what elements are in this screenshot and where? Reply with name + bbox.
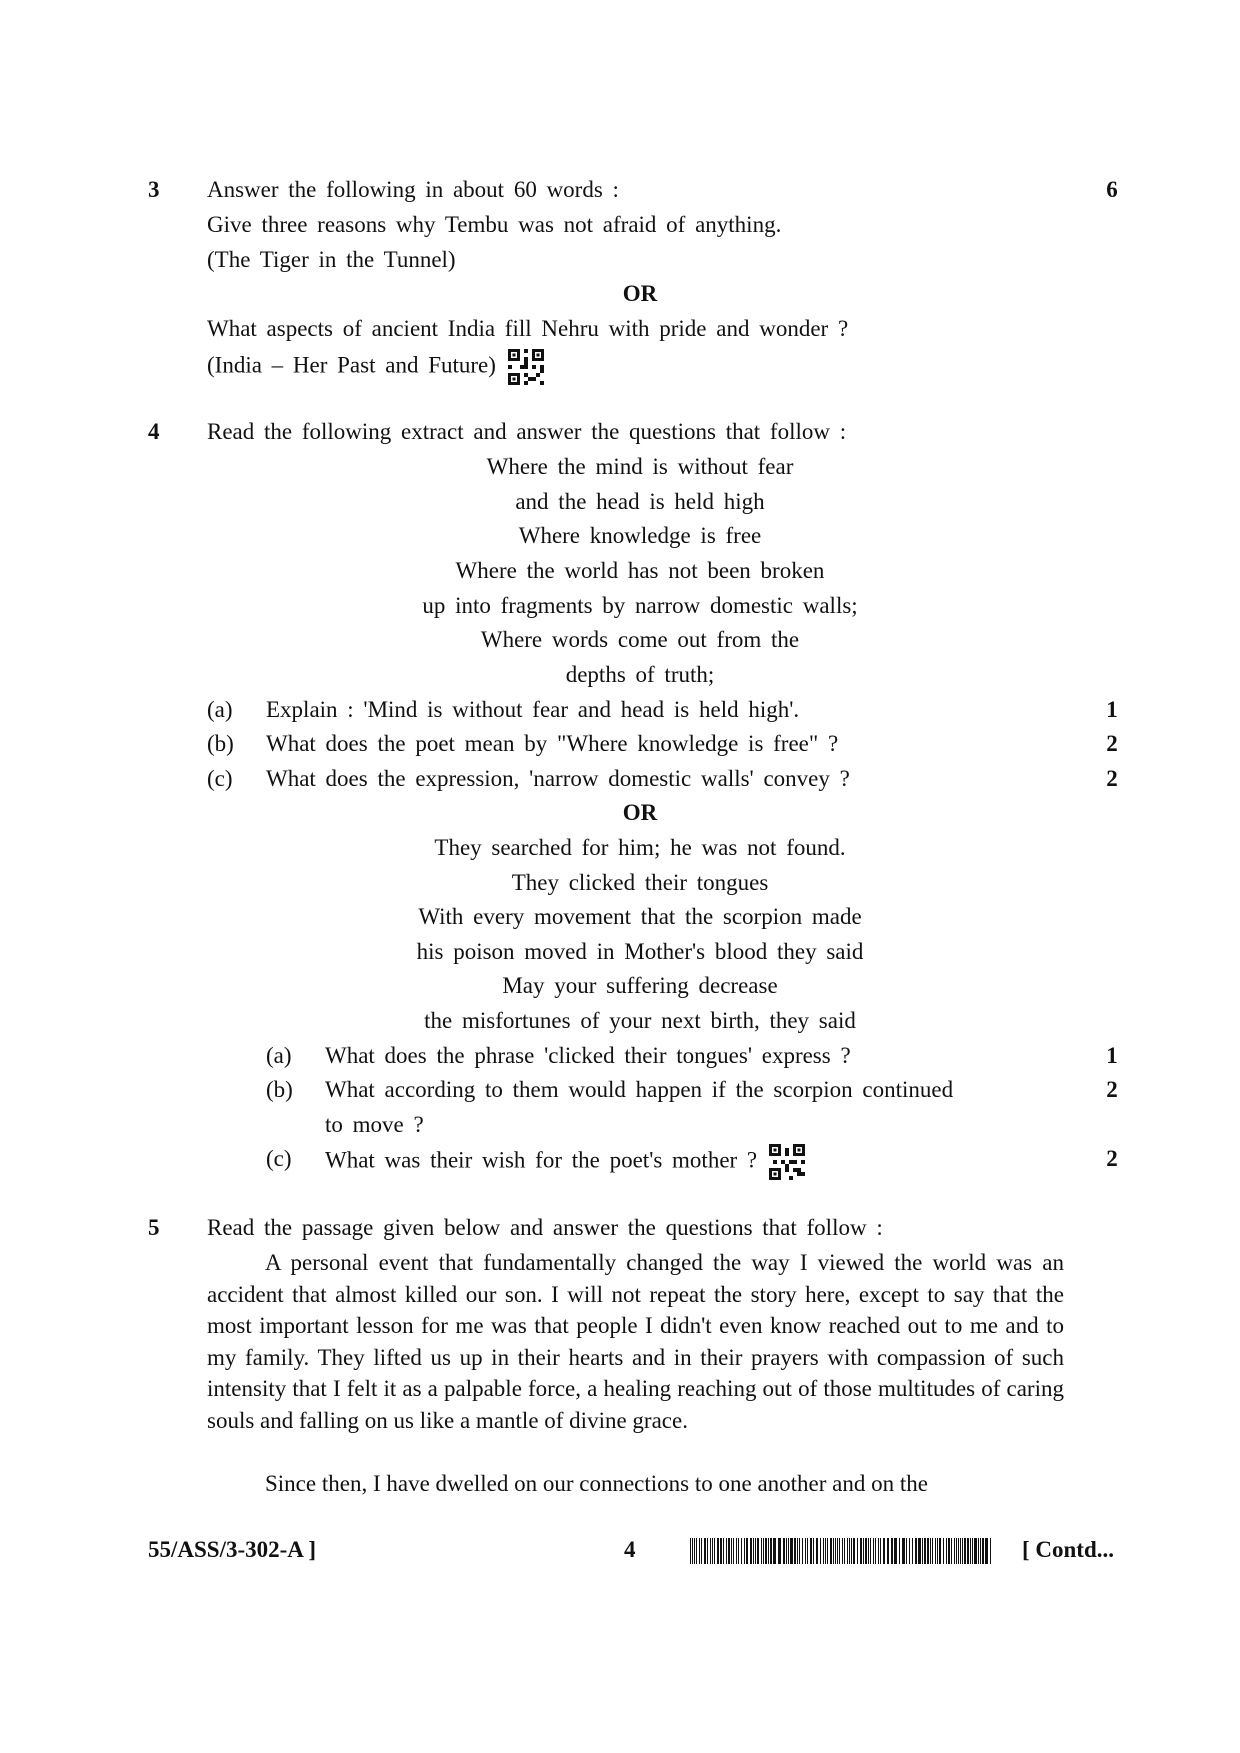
q4-sub2-a-marks: 1: [1106, 1043, 1118, 1068]
q4-sub1-a-text: Explain : 'Mind is without fear and head is held high'.: [266, 697, 800, 722]
q4-poem1-line: Where the world has not been broken: [455, 558, 825, 583]
page-number: 4: [624, 1537, 636, 1562]
q4-sub1-c-marks: 2: [1106, 766, 1118, 791]
q4-poem1-line: depths of truth;: [565, 662, 715, 687]
q3-number: 3: [148, 177, 160, 202]
q4-poem2-line: May your suffering decrease: [502, 973, 778, 998]
contd-label: [ Contd...: [1022, 1537, 1115, 1562]
q4-poem2-line: They searched for him; he was not found.: [434, 835, 846, 860]
q4-sub2-c-marks: 2: [1106, 1146, 1118, 1171]
q4-poem2-line: They clicked their tongues: [511, 870, 769, 895]
paper-code: 55/ASS/3-302-A ]: [148, 1537, 317, 1562]
q4-sub2-c-line: [325, 1144, 805, 1180]
q4-poem1-line: Where the mind is without fear: [486, 454, 794, 479]
q3-alt-source-line: [207, 349, 544, 385]
q4-sub2-c-label: (c): [266, 1146, 292, 1171]
q3-or: OR: [622, 281, 658, 306]
qr-code-icon[interactable]: [769, 1144, 805, 1180]
qr-code-icon[interactable]: [508, 349, 544, 385]
q3-question: Give three reasons why Tembu was not afraid of anything.: [207, 212, 782, 237]
q4-poem2-line: his poison moved in Mother's blood they said: [416, 939, 864, 964]
q4-sub2-b-marks: 2: [1106, 1077, 1118, 1102]
barcode-icon: [690, 1538, 995, 1564]
q4-sub1-b-text: What does the poet mean by "Where knowledge is free" ?: [266, 731, 839, 756]
q3-alt-source: (India – Her Past and Future): [207, 352, 496, 378]
q3-marks: 6: [1106, 177, 1118, 202]
q4-sub1-b-marks: 2: [1106, 731, 1118, 756]
q4-poem2-line: With every movement that the scorpion made: [418, 904, 862, 929]
q4-sub1-a-label: (a): [207, 697, 233, 722]
q4-poem1-line: Where knowledge is free: [518, 523, 762, 548]
q4-sub1-a-marks: 1: [1106, 697, 1118, 722]
q4-sub2-c-text: What was their wish for the poet's mother ?: [325, 1147, 758, 1173]
q4-sub2-b-text: What according to them would happen if the scorpion continued: [325, 1077, 954, 1102]
q3-source: (The Tiger in the Tunnel): [207, 247, 456, 272]
q4-poem1-line: up into fragments by narrow domestic walls;: [422, 593, 858, 618]
q4-sub2-b-label: (b): [266, 1077, 293, 1102]
q4-sub2-a-label: (a): [266, 1043, 292, 1068]
q4-poem2-line: the misfortunes of your next birth, they said: [424, 1008, 856, 1033]
q4-number: 4: [148, 419, 160, 444]
q3-prompt: Answer the following in about 60 words :: [207, 177, 619, 202]
q4-sub2-a-text: What does the phrase 'clicked their tongues' express ?: [325, 1043, 851, 1068]
q4-or: OR: [622, 800, 658, 825]
q3-alt-question: What aspects of ancient India fill Nehru with pride and wonder ?: [207, 316, 849, 341]
q4-poem1-line: Where words come out from the: [480, 627, 800, 652]
q4-poem1-line: and the head is held high: [515, 489, 765, 514]
q4-sub1-c-text: What does the expression, 'narrow domestic walls' convey ?: [266, 766, 850, 791]
q4-sub2-b-text-cont: to move ?: [325, 1112, 424, 1137]
q5-passage-para1: A personal event that fundamentally changed the way I viewed the world was an accident that almost killed our son. I will not repeat the story here, except to say that the most important lesson for me was that people I didn't even know reached out to me and to my family. They lifted us up in their hearts and in their prayers with compassion of such intensity that I felt it as a palpable force, a healing reaching out of those multitudes of caring souls and falling on us like a mantle of divine grace.: [207, 1250, 1064, 1433]
q4-sub1-b-label: (b): [207, 731, 234, 756]
q5-passage-para2: Since then, I have dwelled on our connections to one another and on the: [265, 1471, 928, 1496]
q5-number: 5: [148, 1215, 160, 1240]
q5-prompt: Read the passage given below and answer the questions that follow :: [207, 1215, 883, 1240]
q4-sub1-c-label: (c): [207, 766, 233, 791]
q4-prompt: Read the following extract and answer the questions that follow :: [207, 419, 847, 444]
